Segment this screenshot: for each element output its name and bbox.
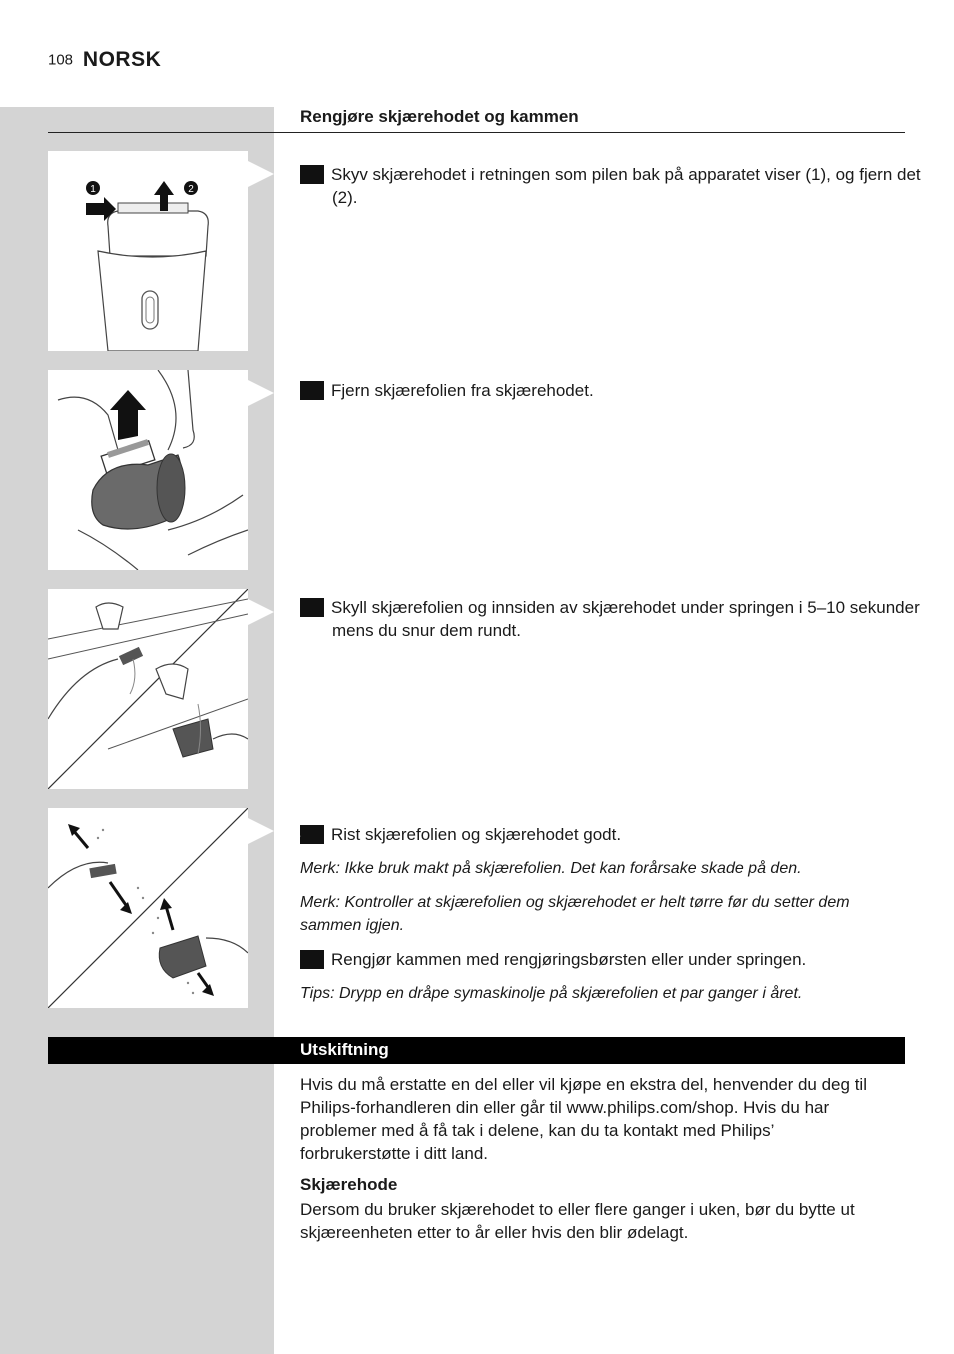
- tip-oil: Tips: Drypp en dråpe symaskinolje på skjærefolien et par ganger i året.: [300, 985, 803, 1002]
- section-title-replacement: Utskiftning: [300, 1040, 389, 1059]
- figure-pointer-4: [248, 818, 274, 844]
- figure-pointer-1: [248, 161, 274, 187]
- subhead-cutting-head: Skjærehode: [300, 1175, 398, 1194]
- step-number-badge: 3: [300, 598, 324, 617]
- figure-pointer-3: [248, 599, 274, 625]
- rinse-illustration: [48, 589, 248, 789]
- step-4: [291, 823, 938, 846]
- section-bar-replacement: [48, 1037, 905, 1064]
- cutting-head-text: Dersom du bruker skjærehodet to eller flere ganger i uken, bør du bytte ut skjæreenheten etter to år eller hvis den blir ødelagt.: [300, 1200, 855, 1242]
- callout-1: 1: [90, 184, 96, 195]
- shaver-illustration-1: [48, 151, 248, 351]
- shaver-illustration-2: [48, 370, 248, 570]
- figure-pointer-2: [248, 380, 274, 406]
- page-number: 108: [48, 51, 74, 69]
- figure-remove-cutting-head: [48, 151, 248, 351]
- shake-illustration: [48, 808, 248, 1008]
- language-heading: NORSK: [82, 48, 162, 71]
- step-5: [291, 948, 938, 971]
- step-3: [291, 596, 938, 642]
- section-title-cleaning: Rengjøre skjærehodet og kammen: [300, 107, 579, 126]
- step-number-badge: 5: [300, 950, 324, 969]
- replacement-intro: Hvis du må erstatte en del eller vil kjøpe en ekstra del, henvender du deg til Philips-forhandleren din eller går til www.philips.com/shop. Hvis du har problemer med å få tak i delene, kan du ta kontakt med Philips’ forbrukerstøtte i ditt land.: [300, 1075, 867, 1163]
- figure-remove-foil: [48, 370, 248, 570]
- step-1: [291, 163, 938, 209]
- figure-rinse: [48, 589, 248, 789]
- step-number-badge: 1: [300, 165, 324, 184]
- section-divider: [48, 132, 905, 133]
- step-text: Fjern skjærefolien fra skjærehodet.: [331, 381, 594, 400]
- page-header: [48, 48, 161, 72]
- note-dry: Merk: Kontroller at skjærefolien og skjærehodet er helt tørre før du setter dem sammen igjen.: [300, 894, 850, 934]
- step-number-badge: 4: [300, 825, 324, 844]
- step-text: Rengjør kammen med rengjøringsbørsten eller under springen.: [331, 950, 807, 969]
- step-text: Skyll skjærefolien og innsiden av skjærehodet under springen i 5–10 sekunder mens du snur dem rundt.: [331, 598, 920, 640]
- step-text: Rist skjærefolien og skjærehodet godt.: [331, 825, 622, 844]
- callout-2: 2: [188, 184, 194, 195]
- step-number-badge: 2: [300, 381, 324, 400]
- step-2: [291, 379, 938, 402]
- figure-shake: [48, 808, 248, 1008]
- step-text: Skyv skjærehodet i retningen som pilen bak på apparatet viser (1), og fjern det (2).: [331, 165, 921, 207]
- note-no-force: Merk: Ikke bruk makt på skjærefolien. Det kan forårsake skade på den.: [300, 860, 802, 877]
